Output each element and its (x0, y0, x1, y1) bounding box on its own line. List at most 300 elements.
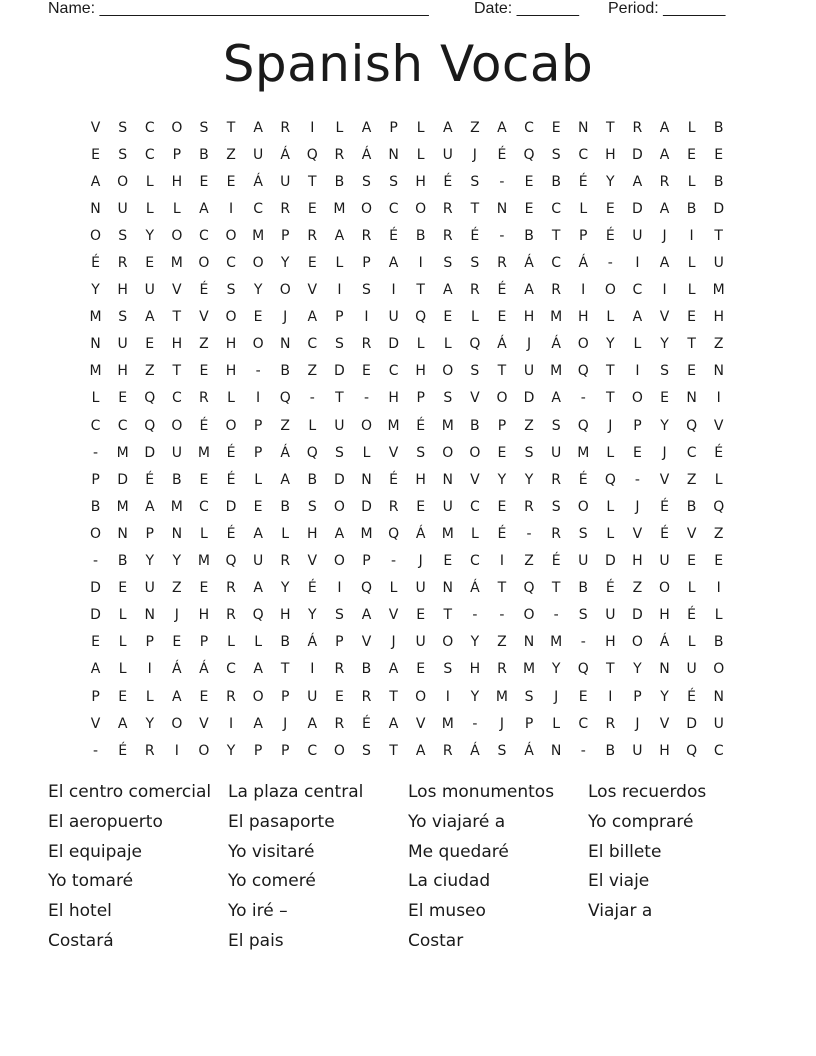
grid-cell[interactable]: B (551, 173, 561, 190)
grid-cell[interactable]: E (687, 309, 697, 326)
grid-cell[interactable]: Q (306, 146, 318, 163)
date-field[interactable]: Date: _______ (474, 0, 579, 17)
grid-cell[interactable]: O (604, 282, 616, 299)
grid-cell[interactable]: H (713, 309, 724, 326)
grid-cell[interactable]: P (145, 634, 154, 651)
grid-cell[interactable]: S (497, 742, 507, 759)
grid-cell[interactable]: T (172, 309, 182, 326)
grid-cell[interactable]: I (635, 255, 640, 272)
grid-cell[interactable]: P (253, 417, 263, 434)
grid-cell[interactable]: S (551, 146, 561, 163)
grid-cell[interactable]: E (605, 200, 615, 217)
grid-cell[interactable]: Y (226, 742, 236, 759)
grid-cell[interactable]: U (713, 255, 724, 272)
grid-cell[interactable]: C (524, 119, 534, 136)
grid-cell[interactable]: E (145, 255, 155, 272)
grid-cell[interactable]: S (660, 363, 669, 380)
grid-cell[interactable]: M (550, 634, 563, 651)
grid-cell[interactable]: E (497, 498, 507, 515)
grid-cell[interactable]: Y (660, 336, 669, 353)
grid-cell[interactable]: A (442, 119, 453, 136)
grid-cell[interactable]: M (170, 498, 183, 515)
grid-cell[interactable]: O (90, 525, 102, 542)
grid-cell[interactable]: É (443, 173, 453, 190)
grid-cell[interactable]: S (443, 255, 453, 272)
grid-cell[interactable]: J (635, 715, 640, 732)
grid-cell[interactable]: H (523, 309, 535, 326)
grid-cell[interactable]: H (415, 173, 426, 190)
grid-cell[interactable]: L (145, 173, 154, 190)
grid-cell[interactable]: I (256, 390, 261, 407)
grid-cell[interactable]: - (93, 742, 99, 759)
grid-cell[interactable]: H (388, 390, 399, 407)
grid-cell[interactable]: D (632, 200, 643, 217)
grid-cell[interactable]: C (388, 200, 399, 217)
grid-cell[interactable]: R (632, 119, 643, 136)
grid-cell[interactable]: Q (306, 444, 318, 461)
grid-cell[interactable]: J (174, 607, 179, 624)
grid-cell[interactable]: N (388, 146, 399, 163)
grid-cell[interactable]: H (171, 336, 183, 353)
grid-cell[interactable]: A (334, 227, 345, 244)
grid-cell[interactable]: Q (523, 146, 535, 163)
grid-cell[interactable]: É (226, 471, 236, 488)
grid-cell[interactable]: O (496, 390, 508, 407)
grid-cell[interactable]: M (712, 282, 725, 299)
grid-cell[interactable]: U (415, 634, 426, 651)
grid-cell[interactable]: Y (280, 580, 290, 597)
grid-cell[interactable]: C (144, 146, 155, 163)
grid-cell[interactable]: O (333, 498, 345, 515)
grid-cell[interactable]: T (443, 607, 453, 624)
grid-cell[interactable]: É (687, 607, 697, 624)
grid-cell[interactable]: C (171, 390, 182, 407)
grid-cell[interactable]: E (199, 471, 209, 488)
grid-cell[interactable]: H (415, 363, 426, 380)
grid-cell[interactable]: J (418, 553, 423, 570)
grid-cell[interactable]: T (551, 227, 561, 244)
grid-cell[interactable]: É (714, 444, 724, 461)
grid-cell[interactable]: S (118, 146, 128, 163)
grid-cell[interactable]: C (226, 255, 236, 272)
grid-cell[interactable]: L (227, 390, 235, 407)
grid-cell[interactable]: A (307, 715, 318, 732)
grid-cell[interactable]: É (307, 580, 317, 597)
grid-cell[interactable]: C (307, 742, 318, 759)
grid-cell[interactable]: B (713, 173, 724, 190)
grid-cell[interactable]: M (387, 417, 400, 434)
grid-cell[interactable]: A (632, 173, 643, 190)
grid-cell[interactable]: E (91, 634, 100, 651)
grid-cell[interactable]: L (687, 634, 696, 651)
grid-cell[interactable]: J (554, 688, 559, 705)
grid-cell[interactable]: H (415, 471, 426, 488)
grid-cell[interactable]: E (199, 363, 209, 380)
grid-cell[interactable]: M (197, 553, 210, 570)
grid-cell[interactable]: U (523, 363, 535, 380)
grid-cell[interactable]: H (659, 742, 670, 759)
grid-cell[interactable]: L (335, 255, 344, 272)
grid-cell[interactable]: R (361, 688, 372, 705)
grid-cell[interactable]: Y (172, 553, 182, 570)
grid-cell[interactable]: O (225, 227, 237, 244)
grid-cell[interactable]: R (497, 661, 507, 678)
grid-cell[interactable]: Y (497, 471, 507, 488)
grid-cell[interactable]: D (713, 200, 725, 217)
grid-cell[interactable]: A (388, 715, 399, 732)
grid-cell[interactable]: U (252, 146, 264, 163)
grid-cell[interactable]: T (687, 336, 696, 353)
grid-cell[interactable]: U (713, 715, 724, 732)
grid-cell[interactable]: É (389, 227, 398, 244)
grid-cell[interactable]: S (551, 498, 561, 515)
grid-cell[interactable]: U (442, 498, 453, 515)
grid-cell[interactable]: C (469, 553, 480, 570)
grid-cell[interactable]: V (470, 471, 480, 488)
grid-cell[interactable]: Q (577, 363, 589, 380)
grid-cell[interactable]: E (307, 255, 317, 272)
grid-cell[interactable]: H (117, 363, 128, 380)
grid-cell[interactable]: Á (497, 336, 507, 353)
grid-cell[interactable]: E (578, 688, 588, 705)
grid-cell[interactable]: P (416, 390, 425, 407)
grid-cell[interactable]: N (713, 688, 724, 705)
grid-cell[interactable]: B (334, 173, 345, 190)
grid-cell[interactable]: O (659, 580, 671, 597)
grid-cell[interactable]: P (579, 227, 588, 244)
grid-cell[interactable]: H (605, 634, 616, 651)
grid-cell[interactable]: U (632, 742, 643, 759)
grid-cell[interactable]: Z (524, 417, 534, 434)
grid-cell[interactable]: A (253, 119, 263, 136)
grid-cell[interactable]: A (334, 525, 345, 542)
grid-cell[interactable]: S (334, 444, 344, 461)
grid-cell[interactable]: L (416, 336, 425, 353)
grid-cell[interactable]: A (659, 119, 670, 136)
grid-cell[interactable]: L (606, 309, 615, 326)
grid-cell[interactable]: S (362, 173, 371, 190)
grid-cell[interactable]: I (716, 390, 721, 407)
grid-cell[interactable]: T (606, 661, 615, 678)
grid-cell[interactable]: P (362, 255, 371, 272)
grid-cell[interactable]: - (607, 255, 613, 272)
grid-cell[interactable]: L (714, 607, 723, 624)
grid-cell[interactable]: Q (577, 661, 589, 678)
grid-cell[interactable]: H (171, 173, 183, 190)
grid-cell[interactable]: É (389, 471, 398, 488)
grid-cell[interactable]: B (280, 363, 290, 380)
grid-cell[interactable]: B (713, 119, 724, 136)
grid-cell[interactable]: L (714, 471, 723, 488)
grid-cell[interactable]: L (606, 525, 615, 542)
grid-cell[interactable]: O (252, 688, 264, 705)
grid-cell[interactable]: - (526, 525, 532, 542)
grid-cell[interactable]: A (361, 607, 372, 624)
grid-cell[interactable]: I (445, 688, 450, 705)
grid-cell[interactable]: T (389, 742, 398, 759)
grid-cell[interactable]: Y (524, 471, 534, 488)
grid-cell[interactable]: E (416, 498, 426, 515)
grid-cell[interactable]: Y (470, 688, 480, 705)
grid-cell[interactable]: T (606, 363, 615, 380)
grid-cell[interactable]: B (280, 634, 290, 651)
grid-cell[interactable]: - (472, 607, 478, 624)
grid-cell[interactable]: É (226, 525, 236, 542)
grid-cell[interactable]: É (416, 417, 426, 434)
grid-cell[interactable]: Y (145, 227, 155, 244)
grid-cell[interactable]: N (90, 200, 101, 217)
grid-cell[interactable]: V (686, 525, 697, 542)
grid-cell[interactable]: Q (388, 525, 400, 542)
grid-cell[interactable]: C (551, 200, 562, 217)
grid-cell[interactable]: V (199, 309, 209, 326)
grid-cell[interactable]: I (337, 580, 342, 597)
grid-cell[interactable]: R (226, 688, 236, 705)
grid-cell[interactable]: L (443, 336, 452, 353)
grid-cell[interactable]: O (171, 227, 183, 244)
grid-cell[interactable]: L (118, 661, 127, 678)
grid-cell[interactable]: P (199, 634, 209, 651)
grid-cell[interactable]: R (307, 227, 318, 244)
grid-cell[interactable]: Y (606, 336, 615, 353)
grid-cell[interactable]: L (308, 417, 317, 434)
grid-cell[interactable]: Y (145, 553, 155, 570)
grid-cell[interactable]: E (118, 390, 128, 407)
grid-cell[interactable]: N (361, 471, 372, 488)
grid-cell[interactable]: T (280, 661, 290, 678)
grid-cell[interactable]: V (388, 607, 399, 624)
grid-cell[interactable]: Z (524, 553, 534, 570)
grid-cell[interactable]: S (443, 390, 453, 407)
grid-cell[interactable]: V (90, 715, 101, 732)
grid-cell[interactable]: Q (686, 417, 698, 434)
grid-cell[interactable]: U (578, 553, 589, 570)
grid-cell[interactable]: U (117, 200, 128, 217)
grid-cell[interactable]: L (91, 390, 100, 407)
grid-cell[interactable]: L (687, 580, 696, 597)
grid-cell[interactable]: D (361, 498, 372, 515)
grid-cell[interactable]: É (660, 498, 669, 515)
grid-cell[interactable]: L (552, 715, 561, 732)
grid-cell[interactable]: O (171, 715, 183, 732)
grid-cell[interactable]: T (551, 580, 561, 597)
grid-cell[interactable]: - (580, 634, 586, 651)
grid-cell[interactable]: I (418, 255, 423, 272)
grid-cell[interactable]: P (145, 525, 154, 542)
grid-cell[interactable]: T (497, 363, 507, 380)
grid-cell[interactable]: C (388, 363, 399, 380)
grid-cell[interactable]: O (252, 255, 264, 272)
grid-cell[interactable]: S (578, 525, 588, 542)
grid-cell[interactable]: Á (307, 634, 318, 651)
grid-cell[interactable]: I (147, 661, 152, 678)
grid-cell[interactable]: L (335, 119, 344, 136)
grid-cell[interactable]: P (280, 688, 290, 705)
grid-cell[interactable]: S (226, 282, 236, 299)
grid-cell[interactable]: I (174, 742, 179, 759)
grid-cell[interactable]: T (308, 173, 317, 190)
grid-cell[interactable]: - (580, 742, 586, 759)
grid-cell[interactable]: P (280, 742, 290, 759)
grid-cell[interactable]: - (499, 607, 505, 624)
grid-cell[interactable]: Y (470, 634, 480, 651)
grid-cell[interactable]: B (524, 227, 534, 244)
grid-cell[interactable]: - (93, 444, 99, 461)
grid-cell[interactable]: R (334, 661, 345, 678)
grid-cell[interactable]: É (605, 580, 615, 597)
grid-cell[interactable]: É (687, 688, 697, 705)
grid-cell[interactable]: É (578, 471, 588, 488)
grid-cell[interactable]: S (362, 282, 371, 299)
grid-cell[interactable]: E (632, 444, 642, 461)
grid-cell[interactable]: L (416, 119, 425, 136)
grid-cell[interactable]: B (415, 227, 426, 244)
grid-cell[interactable]: A (551, 390, 561, 407)
grid-cell[interactable]: M (441, 525, 454, 542)
grid-cell[interactable]: Y (660, 688, 669, 705)
grid-cell[interactable]: D (604, 553, 616, 570)
grid-cell[interactable]: T (470, 200, 480, 217)
grid-cell[interactable]: Z (713, 525, 724, 542)
grid-cell[interactable]: U (144, 580, 155, 597)
grid-cell[interactable]: L (470, 525, 479, 542)
grid-cell[interactable]: J (526, 336, 532, 353)
grid-cell[interactable]: - (634, 471, 640, 488)
grid-cell[interactable]: P (91, 688, 100, 705)
grid-cell[interactable]: B (605, 742, 616, 759)
grid-cell[interactable]: M (89, 309, 102, 326)
grid-cell[interactable]: D (632, 607, 643, 624)
grid-cell[interactable]: S (551, 417, 561, 434)
grid-cell[interactable]: V (659, 715, 670, 732)
grid-cell[interactable]: P (253, 444, 263, 461)
grid-cell[interactable]: Á (470, 580, 480, 597)
grid-cell[interactable]: E (443, 309, 453, 326)
grid-cell[interactable]: O (442, 363, 454, 380)
grid-cell[interactable]: J (662, 444, 667, 461)
grid-cell[interactable]: E (416, 607, 426, 624)
grid-cell[interactable]: L (687, 173, 696, 190)
grid-cell[interactable]: I (337, 282, 342, 299)
grid-cell[interactable]: C (469, 498, 480, 515)
grid-cell[interactable]: N (144, 607, 155, 624)
grid-cell[interactable]: É (118, 742, 128, 759)
grid-cell[interactable]: L (227, 634, 235, 651)
grid-cell[interactable]: L (687, 282, 696, 299)
grid-cell[interactable]: M (116, 498, 129, 515)
grid-cell[interactable]: C (199, 498, 209, 515)
grid-cell[interactable]: R (334, 146, 345, 163)
grid-cell[interactable]: T (416, 282, 425, 299)
grid-cell[interactable]: V (361, 634, 372, 651)
grid-cell[interactable]: E (497, 444, 507, 461)
grid-cell[interactable]: O (442, 444, 454, 461)
grid-cell[interactable]: I (228, 200, 234, 217)
grid-cell[interactable]: O (523, 607, 535, 624)
grid-cell[interactable]: O (415, 200, 427, 217)
grid-cell[interactable]: L (687, 255, 696, 272)
grid-cell[interactable]: S (389, 173, 399, 190)
grid-cell[interactable]: R (334, 715, 345, 732)
grid-cell[interactable]: O (198, 255, 210, 272)
grid-cell[interactable]: N (90, 336, 101, 353)
grid-cell[interactable]: - (363, 390, 370, 407)
grid-cell[interactable]: O (90, 227, 102, 244)
grid-cell[interactable]: M (333, 200, 346, 217)
grid-cell[interactable]: E (443, 553, 453, 570)
grid-cell[interactable]: H (225, 363, 237, 380)
grid-cell[interactable]: S (118, 119, 128, 136)
grid-cell[interactable]: B (470, 417, 480, 434)
grid-cell[interactable]: E (253, 309, 263, 326)
grid-cell[interactable]: E (524, 173, 534, 190)
grid-cell[interactable]: A (659, 200, 670, 217)
grid-cell[interactable]: V (470, 390, 480, 407)
grid-cell[interactable]: O (117, 173, 129, 190)
grid-cell[interactable]: Z (632, 580, 643, 597)
grid-cell[interactable]: O (171, 417, 183, 434)
grid-cell[interactable]: Z (470, 119, 480, 136)
grid-cell[interactable]: M (360, 525, 373, 542)
grid-cell[interactable]: E (714, 146, 724, 163)
grid-cell[interactable]: - (255, 363, 261, 380)
grid-cell[interactable]: - (553, 607, 559, 624)
grid-cell[interactable]: N (686, 390, 697, 407)
grid-cell[interactable]: H (659, 607, 670, 624)
grid-cell[interactable]: U (280, 173, 291, 190)
grid-cell[interactable]: D (334, 363, 345, 380)
grid-cell[interactable]: C (226, 661, 236, 678)
grid-cell[interactable]: E (118, 688, 128, 705)
grid-cell[interactable]: M (523, 661, 536, 678)
grid-cell[interactable]: A (361, 119, 372, 136)
grid-cell[interactable]: J (608, 417, 613, 434)
grid-cell[interactable]: O (631, 634, 643, 651)
grid-cell[interactable]: Á (280, 146, 290, 163)
grid-cell[interactable]: E (226, 173, 236, 190)
grid-cell[interactable]: R (469, 282, 480, 299)
grid-cell[interactable]: C (578, 715, 589, 732)
grid-cell[interactable]: Y (145, 715, 155, 732)
grid-cell[interactable]: Q (469, 336, 481, 353)
grid-cell[interactable]: A (280, 471, 290, 488)
grid-cell[interactable]: A (659, 255, 670, 272)
grid-cell[interactable]: D (388, 336, 399, 353)
grid-cell[interactable]: Á (280, 444, 290, 461)
grid-cell[interactable]: V (199, 715, 209, 732)
grid-cell[interactable]: E (172, 634, 182, 651)
grid-cell[interactable]: U (442, 146, 453, 163)
grid-cell[interactable]: J (391, 634, 396, 651)
grid-cell[interactable]: T (497, 580, 507, 597)
grid-cell[interactable]: L (118, 634, 127, 651)
grid-cell[interactable]: R (226, 580, 236, 597)
grid-cell[interactable]: S (307, 498, 317, 515)
grid-cell[interactable]: O (360, 417, 372, 434)
grid-cell[interactable]: D (632, 146, 643, 163)
grid-cell[interactable]: Á (524, 255, 534, 272)
grid-cell[interactable]: A (172, 688, 182, 705)
grid-cell[interactable]: M (577, 444, 590, 461)
grid-cell[interactable]: C (551, 255, 562, 272)
grid-cell[interactable]: R (551, 525, 561, 542)
grid-cell[interactable]: D (90, 607, 101, 624)
grid-cell[interactable]: S (118, 309, 128, 326)
grid-cell[interactable]: U (117, 336, 128, 353)
grid-cell[interactable]: J (635, 498, 640, 515)
grid-cell[interactable]: É (660, 525, 669, 542)
grid-cell[interactable]: O (252, 336, 264, 353)
